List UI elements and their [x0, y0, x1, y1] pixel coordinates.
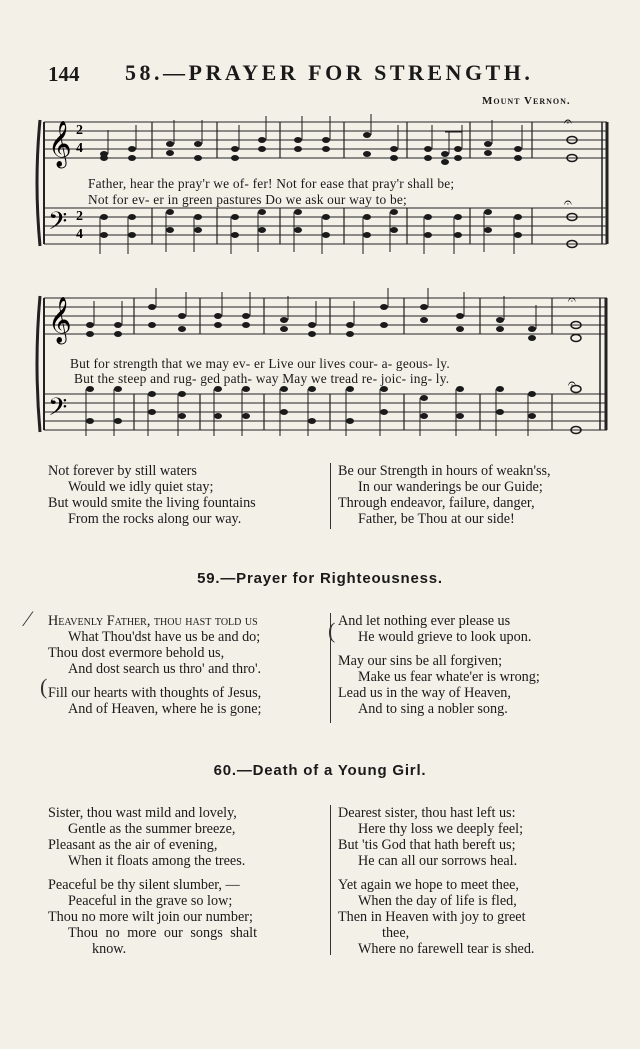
svg-text:2: 2: [76, 209, 83, 224]
verse-line: Through endeavor, failure, danger,: [338, 495, 535, 511]
verse-line: Thou no more wilt join our number;: [48, 909, 253, 925]
fermata-icon: 𝄐: [568, 292, 576, 308]
hymn-59-verse-left: [48, 613, 261, 717]
verse-line: Dearest sister, thou hast left us:: [338, 805, 516, 821]
verse-line: From the rocks along our way.: [68, 511, 242, 527]
hymn-58-lyrics-line-1: Father, hear the pray'r we of- fer! Not for ease that pray'r shall be;: [88, 176, 455, 191]
verse-line: And let nothing ever please us: [338, 613, 511, 629]
pencil-mark-icon: ⁄: [26, 606, 30, 631]
hymn-58-title: 58.—PRAYER FOR STRENGTH.: [125, 60, 534, 85]
bass-clef-icon: 𝄢: [48, 393, 68, 428]
verse-line: In our wanderings be our Guide;: [358, 479, 543, 495]
verse-line: Fill our hearts with thoughts of Jesus,: [48, 685, 262, 701]
verse-line: But 'tis God that hath bereft us;: [338, 837, 516, 853]
verse-line: When the day of life is fled,: [358, 893, 517, 909]
verse-line: When it floats among the trees.: [68, 853, 246, 869]
svg-text:4: 4: [76, 141, 83, 156]
verse-line: And dost search us thro' and thro'.: [68, 661, 262, 677]
verse-line: know.: [92, 941, 127, 957]
svg-text:4: 4: [76, 227, 83, 242]
fermata-icon: 𝄐: [568, 376, 576, 392]
verse-line: Peaceful be thy silent slumber, —: [48, 877, 240, 893]
hymn-60-title: 60.—Death of a Young Girl.: [213, 762, 427, 779]
verse-line: Make us fear whate'er is wrong;: [358, 669, 540, 685]
hymn-60-verse-right: [338, 805, 534, 957]
verse-line: Yet again we hope to meet thee,: [338, 877, 519, 893]
verse-line: Thou dost evermore behold us,: [48, 645, 225, 661]
verse-line: And to sing a nobler song.: [358, 701, 508, 717]
svg-text:2: 2: [76, 123, 83, 138]
verse-line: Here thy loss we deeply feel;: [358, 821, 524, 837]
hymn-58-lyrics-line-2: Not for ev- er in green pastures Do we ask our way to be;: [88, 192, 407, 207]
verse-line: He would grieve to look upon.: [358, 629, 532, 645]
treble-clef-icon: 𝄞: [48, 297, 72, 343]
hymn-58-verse-left: [48, 463, 256, 527]
verse-line: Sister, thou wast mild and lovely,: [48, 805, 237, 821]
verse-line: Father, be Thou at our side!: [358, 511, 515, 527]
fermata-icon: 𝄐: [564, 195, 572, 211]
hymn-60-verse-left: [48, 805, 257, 957]
bass-clef-icon: 𝄢: [48, 207, 68, 242]
pencil-mark-icon: (: [40, 674, 48, 699]
verse-line: May our sins be all forgiven;: [338, 653, 503, 669]
verse-line: He can all our sorrows heal.: [358, 853, 518, 869]
verse-line: Thou no more our songs shalt: [68, 925, 258, 941]
hymn-58-lyrics-line-3: But for strength that we may ev- er Live our lives cour- a- geous- ly.: [70, 356, 450, 371]
verse-line: What Thou'dst have us be and do;: [68, 629, 261, 645]
tune-name: Mount Vernon.: [482, 95, 571, 107]
verse-line: Lead us in the way of Heaven,: [338, 685, 511, 701]
hymn-58-verse-right: [338, 463, 551, 527]
column-divider: [330, 805, 331, 955]
verse-line: Would we idly quiet stay;: [68, 479, 214, 495]
verse-line: Where no farewell tear is shed.: [358, 941, 535, 957]
verse-line: Heavenly Father, thou hast told us: [48, 613, 258, 629]
hymn-58-lyrics-line-4: But the steep and rug- ged path- way May we tread re- joic- ing- ly.: [74, 371, 450, 386]
hymn-59-verse-right: [338, 613, 540, 717]
verse-line: thee,: [382, 925, 410, 941]
verse-line: Be our Strength in hours of weakn'ss,: [338, 463, 551, 479]
hymn-59-title: 59.—Prayer for Righteousness.: [197, 570, 443, 587]
page-number: 144: [48, 62, 80, 86]
fermata-icon: 𝄐: [564, 114, 572, 130]
verse-line: Pleasant as the air of evening,: [48, 837, 218, 853]
column-divider: [330, 613, 331, 723]
verse-line: Peaceful in the grave so low;: [68, 893, 233, 909]
treble-clef-icon: 𝄞: [48, 121, 72, 167]
pencil-mark-icon: (: [328, 618, 336, 643]
column-divider: [330, 463, 331, 529]
verse-line: Not forever by still waters: [48, 463, 197, 479]
verse-line: Then in Heaven with joy to greet: [338, 909, 526, 925]
verse-line: Gentle as the summer breeze,: [68, 821, 236, 837]
verse-line: But would smite the living fountains: [48, 495, 256, 511]
verse-line: And of Heaven, where he is gone;: [68, 701, 262, 717]
